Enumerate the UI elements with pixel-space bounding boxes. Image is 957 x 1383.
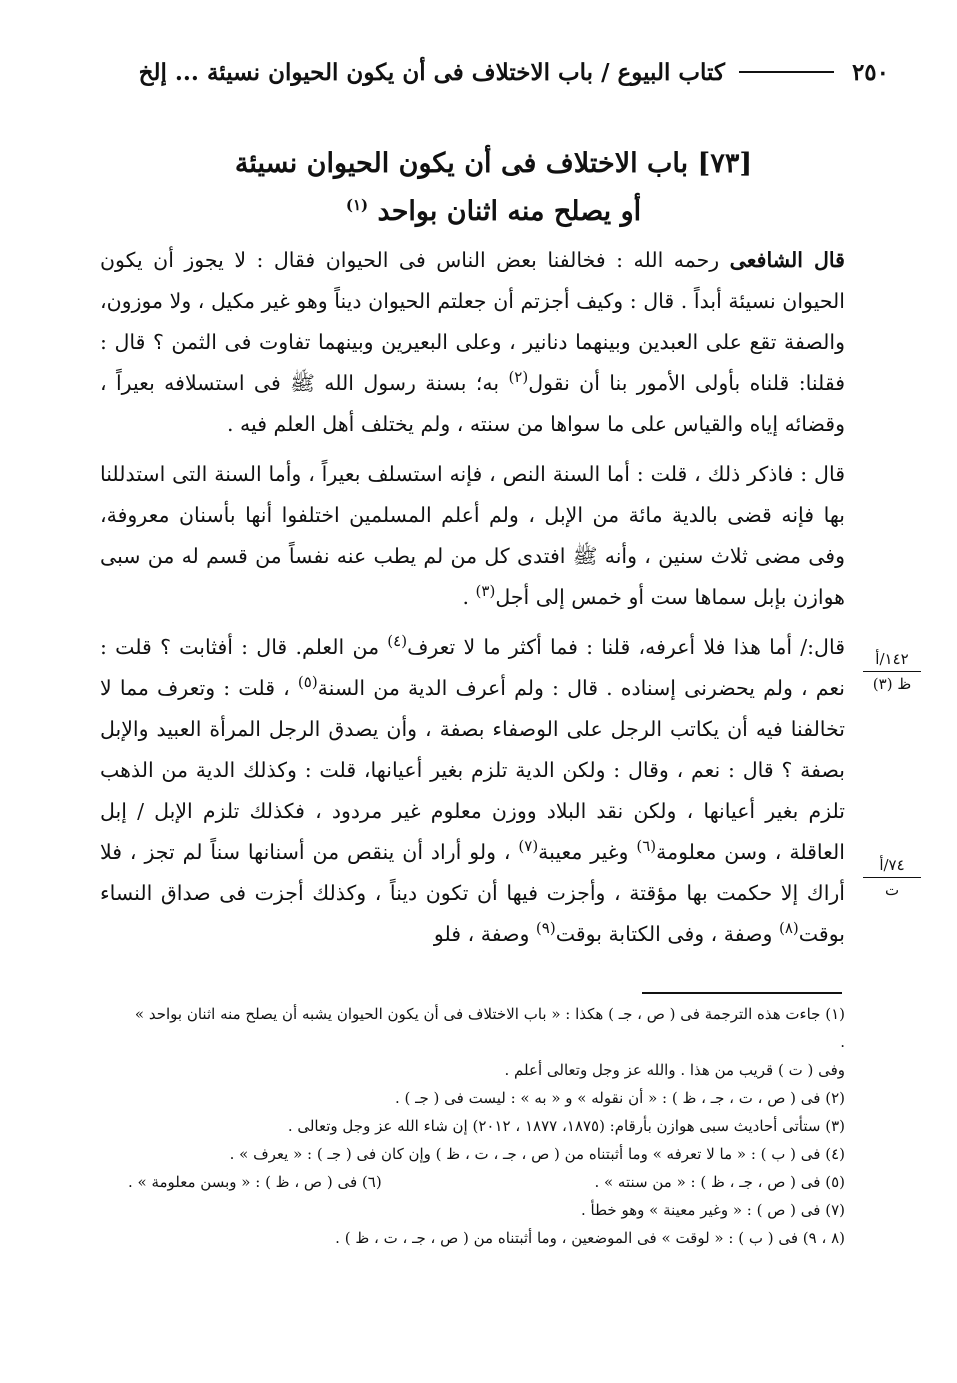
paragraph-1	[100, 240, 845, 445]
main-text	[100, 240, 845, 955]
margin-note-1-rule	[863, 671, 921, 672]
footnote-ref-7: (٧)	[518, 837, 539, 856]
margin-note-manuscript-2	[857, 856, 927, 899]
footnote-ref-8: (٨)	[778, 919, 799, 938]
footnote-7: (٧) فى ( ص ) : « وغير معينة » وهو خطأ .	[581, 1201, 845, 1219]
margin-note-2-siglum: ت	[884, 881, 900, 899]
paragraph-3	[100, 627, 845, 955]
footnote-ref-9: (٩)	[535, 919, 556, 938]
chapter-title-footnote-ref: (١)	[345, 196, 369, 214]
footnote-6: (٦) فى ( ص ، ظ ) : « وبسن معلومة » .	[128, 1173, 382, 1191]
paragraph-3-text-g: وصفة ، فلو	[433, 922, 536, 946]
paragraph-1-text-b: به؛ بسنة رسول الله ﷺ فى استسلافه بعيراً ، وقضائه إياه والقياس على ما سواها من سنته ، ولم يختلف أهل العلم فيه .	[100, 371, 845, 436]
header-rule	[739, 71, 834, 73]
footnote-3: (٣) ستأتى أحاديث سبى هوازن بأرقام: (١٨٧٥، ١٨٧٧ ، ٢٠١٢) إن شاء الله عز وجل وتعالى .	[287, 1117, 845, 1135]
running-header	[100, 52, 889, 92]
paragraph-2-text-a: قال : فاذكر ذلك ، قلت : أما السنة النص ، فإنه استسلف بعيراً ، وأما السنة التى استدللنا بها فإنه قضى بالدية مائة من الإبل ، ولم أعلم المسلمين اختلفوا أنها بأسنان معروفة، وفى مضى ثلاث سنين ، وأنه ﷺ افتدى كل من لم يطب عنه نفساً من قسم له من سبى هوازن بإبل سماها ست أو خمس إلى أجل	[100, 462, 845, 609]
footnotes	[128, 1000, 845, 1252]
paragraph-3-text-e: ، ولو أراد أن ينقص من أسنانها سناً لم تجز ، فلا أراك إلا حكمت بها مؤقتة ، وأجزت فيها أن تكون ديناً ، وكذلك أجزت فى صداق النساء بوقت	[100, 840, 845, 946]
footnote-ref-2: (٢)	[508, 368, 529, 387]
chapter-title	[90, 140, 897, 236]
paragraph-2	[100, 454, 845, 618]
footnote-separator	[642, 992, 842, 994]
margin-note-manuscript-1	[857, 650, 927, 693]
footnote-8-9: (٨ ، ٩) فى ( ب ) : « لوقت » فى الموضعين ، وما أثبتناه من ( ص ، جـ ، ت ، ظ ) .	[335, 1229, 845, 1247]
running-title: كتاب البيوع / باب الاختلاف فى أن يكون الحيوان نسيئة ... إلخ	[138, 58, 725, 86]
footnote-ref-4: (٤)	[387, 632, 408, 651]
margin-note-1-folio: ١٤٢/أ	[875, 650, 909, 668]
margin-note-2-folio: ٧٤/أ	[879, 856, 905, 874]
paragraph-3-text-b: من العلم. قال : أفثابت ؟ قلت : نعم ، ولم يحضرنى إسناده . قال : ولم أعرف الدية من السنة	[100, 635, 845, 700]
page-number: ٢٥٠	[851, 58, 889, 86]
paragraph-2-text-b: .	[462, 585, 476, 609]
paragraph-1-text-a: رحمه الله : فخالفنا بعض الناس فى الحيوان فقال : لا يجوز أن يكون الحيوان نسيئة أبداً . قال : وكيف أجزتم أن جعلتم الحيوان ديناً وهو غير مكيل ، ولا موزون، والصفة تقع على العبدين وبينهما دنانير ، وعلى البعيرين وبينهما تفاوت فى الثمن ؟ قال : فقلنا: قلناه بأولى الأمور بنا أن نقول	[100, 248, 845, 395]
footnote-2: (٢) فى ( ص ، ت ، جـ ، ظ ) : « أن نقوله » و « به » : ليست فى ( جـ ) .	[394, 1089, 845, 1107]
chapter-title-line-1: [٧٣] باب الاختلاف فى أن يكون الحيوان نسيئة	[234, 148, 753, 179]
footnote-row-5-6	[128, 1168, 845, 1196]
footnote-ref-6: (٦)	[636, 837, 657, 856]
margin-note-1-siglum: ظ (٣)	[872, 675, 912, 693]
paragraph-3-text-f: وصفة ، وفى الكتابة بوقت	[555, 922, 779, 946]
paragraph-3-text-c: ، قلت : وتعرف مما لا تخالفنا فيه أن يكاتب الرجل على الوصفاء بصفة ، وأن يصدق الرجل المرأة العبيد والإبل بصفة ؟ قال : نعم ، وقال : ولكن الدية تلزم بغير أعيانها، قلت : وكذلك الدية من الذهب تلزم بغير أعيانها ، ولكن نقد البلاد ووزن معلوم غير مردود ، فكذلك تلزم الإبل / إبل العاقلة ، وسن معلومة	[100, 676, 845, 864]
margin-note-2-rule	[863, 877, 921, 878]
speaker-name: قال الشافعى	[729, 248, 845, 272]
paragraph-3-text-d: وغير معيبة	[538, 840, 637, 864]
footnote-ref-5: (٥)	[297, 673, 318, 692]
footnote-ref-3: (٣)	[475, 582, 496, 601]
footnote-1-continued: وفى ( ت ) قريب من هذا . والله عز وجل وتعالى أعلم .	[504, 1061, 845, 1079]
footnote-1: (١) جاءت هذه الترجمة فى ( ص ، جـ ) هكذا : « باب الاختلاف فى أن يكون الحيوان يشبه أن يصلح منه اثنان بواحد » .	[134, 1005, 845, 1051]
footnote-5: (٥) فى ( ص ، جـ ، ظ ) : « من سنته » .	[594, 1173, 845, 1191]
chapter-title-line-2-text: أو يصلح منه اثنان بواحد	[377, 196, 642, 227]
footnote-4: (٤) فى ( ب ) : « ما لا تعرفه » وما أثبتناه من ( ص ، جـ ، ت ، ظ ) وإن كان فى ( جـ ) : « يعرف » .	[229, 1145, 845, 1163]
paragraph-3-text-a: قال:/ أما هذا فلا أعرفه، قلنا : فما أكثر ما لا تعرف	[407, 635, 846, 659]
chapter-title-line-2	[90, 188, 897, 236]
